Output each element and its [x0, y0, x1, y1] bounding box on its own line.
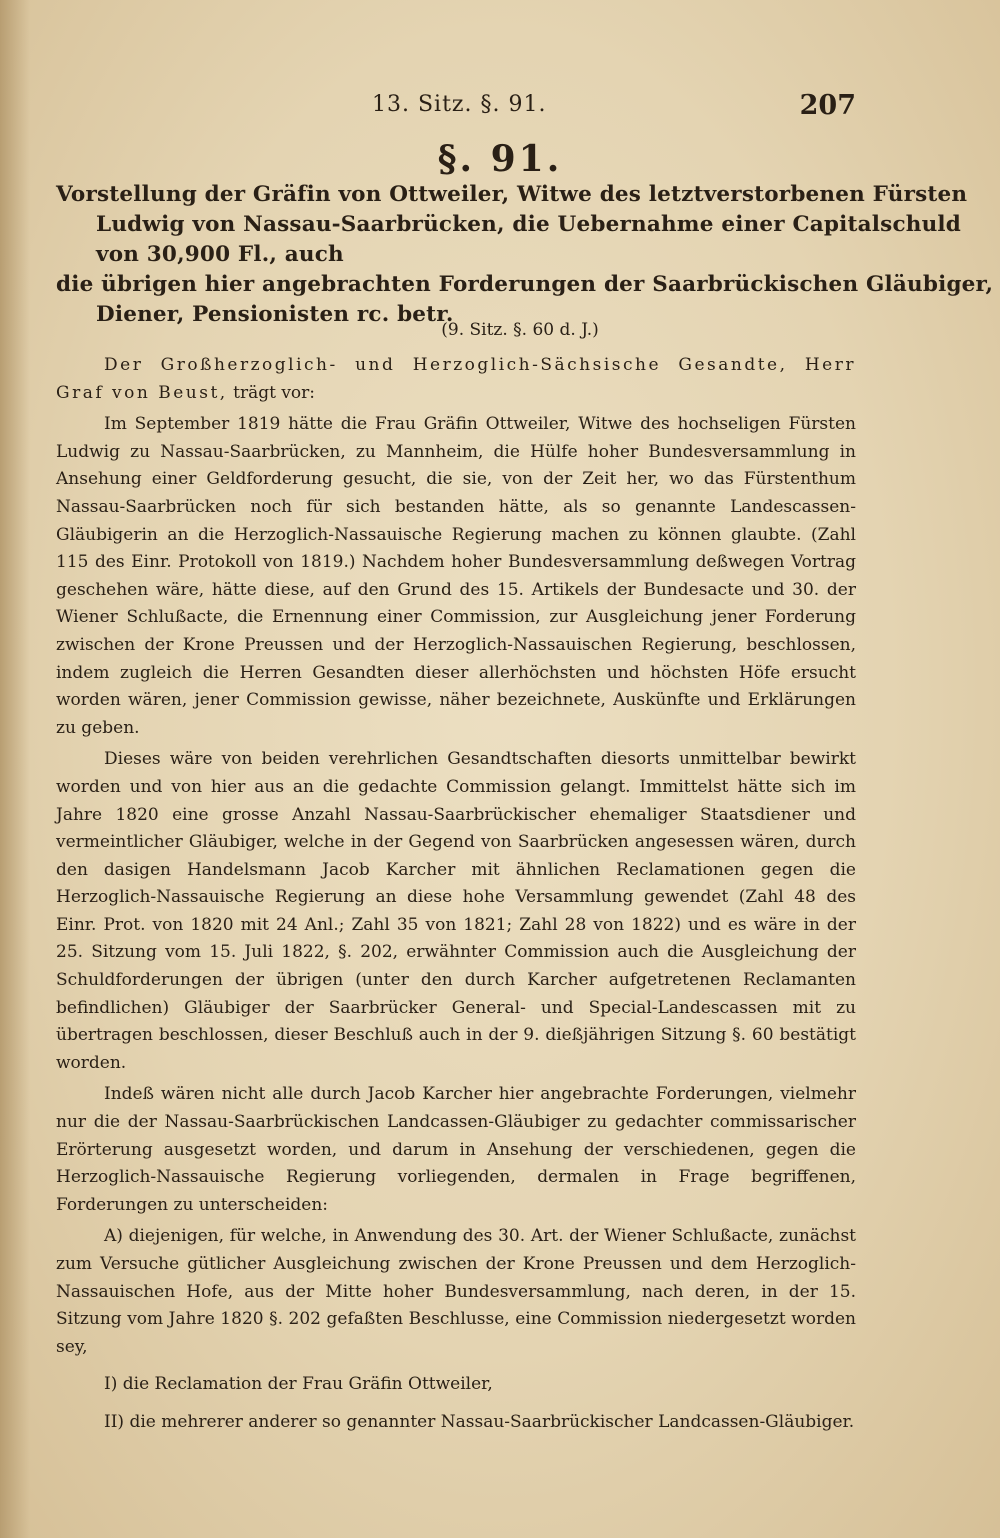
body-text — [56, 352, 856, 1437]
speaker-name: Der Großherzoglich- und Herzoglich-Sächsische Gesandte, Herr Graf von Beust, — [56, 355, 856, 403]
paragraph-1: Im September 1819 hätte die Frau Gräfin Ottweiler, Witwe des hochseligen Fürsten Ludwig zu Nassau-Saarbrücken, zu Mannheim, die Hülfe hoher Bundesversammlung in Ansehung einer Geldforderung gesucht, die sie, von der Zeit her, wo das Fürstenthum Nassau-Saarbrücken noch für sich bestanden hätte, als so genannte Landescassen-Gläubigerin an die Herzoglich-Nassauische Regierung machen zu können glaubte. (Zahl 115 des Einr. Protokoll von 1819.) Nachdem hoher Bundesversammlung deßwegen Vortrag geschehen wäre, hätte diese, auf den Grund des 15. Artikels der Bundesacte und 30. der Wiener Schlußacte, die Ernennung einer Commission, zur Ausgleichung jener Forderung zwischen der Krone Preussen und der Herzoglich-Nassauischen Regierung, beschlossen, indem zugleich die Herren Gesandten dieser allerhöchsten und höchsten Höfe ersucht worden wären, jener Commission gewisse, näher bezeichnete, Auskünfte und Erklärungen zu geben. — [56, 414, 856, 738]
running-head-title: 13. Sitz. §. 91. — [372, 92, 547, 117]
section-number: §. 91. — [437, 138, 563, 180]
speaker-paragraph — [56, 352, 856, 407]
heading-line-4: die übrigen hier angebrachten Forderungen der Saarbrückischen Gläubiger, — [56, 272, 994, 297]
heading-line-5: Diener, Pensionisten rc. betr. — [96, 302, 454, 327]
list-item-a: A) diejenigen, für welche, in Anwendung des 30. Art. der Wiener Schlußacte, zunächst zum Versuche gütlicher Ausgleichung zwischen der Krone Preussen und dem Herzoglich-Nassauischen Hofe, aus der Mitte hoher Bundesversammlung, nach deren, in der 15. Sitzung vom Jahre 1820 §. 202 gefaßten Beschlusse, eine Commission niedergesetzt worden sey, — [56, 1226, 856, 1357]
paragraph-2: Dieses wäre von beiden verehrlichen Gesandtschaften diesorts unmittelbar bewirkt worden und von hier aus an die gedachte Commission gelangt. Immittelst hätte sich im Jahre 1820 eine grosse Anzahl Nassau-Saarbrückischer ehemaliger Staatsdiener und vermeintlicher Gläubiger, welche in der Gegend von Saarbrücken angesessen wären, durch den dasigen Handelsmann Jacob Karcher mit ähnlichen Reclamationen gegen die Herzoglich-Nassauische Regierung an diese hohe Versammlung gewendet (Zahl 48 des Einr. Prot. von 1820 mit 24 Anl.; Zahl 35 von 1821; Zahl 28 von 1822) und es wäre in der 25. Sitzung vom 15. Juli 1822, §. 202, erwähnter Commission auch die Ausgleichung der Schuldforderungen der übrigen (unter den durch Karcher aufgetretenen Reclamanten befindlichen) Gläubiger der Saarbrücker General- und Special-Landescassen mit zu übertragen beschlossen, dieser Beschluß auch in der 9. dießjährigen Sitzung §. 60 bestätigt worden. — [56, 749, 856, 1073]
list-item-i: I) die Reclamation der Frau Gräfin Ottweiler, — [104, 1374, 493, 1395]
list-item-ii: II) die mehrerer anderer so genannter Nassau-Saarbrückischer Landcassen-Gläubiger. — [104, 1411, 855, 1432]
speaker-tail: trägt vor: — [227, 382, 316, 403]
section-heading — [56, 180, 994, 330]
heading-line-1: Vorstellung der Gräfin von Ottweiler, Witwe des letztverstorbenen Fürsten — [56, 182, 968, 207]
heading-line-3: von 30,900 Fl., auch — [96, 242, 344, 267]
reference-note: (9. Sitz. §. 60 d. J.) — [441, 320, 599, 340]
paragraph-3: Indeß wären nicht alle durch Jacob Karcher hier angebrachte Forderungen, vielmehr nur die der Nassau-Saarbrückischen Landcassen-Gläubiger zu gedachter commissarischer Erörterung ausgesetzt worden, und darum in Ansehung der verschiedenen, gegen die Herzoglich-Nassauische Regierung vorliegenden, dermalen in Frage begriffenen, Forderungen zu unterscheiden: — [56, 1084, 856, 1215]
heading-line-2: Ludwig von Nassau-Saarbrücken, die Uebernahme einer Capitalschuld — [96, 212, 962, 237]
running-head — [0, 92, 1000, 122]
page-number: 207 — [799, 90, 856, 121]
